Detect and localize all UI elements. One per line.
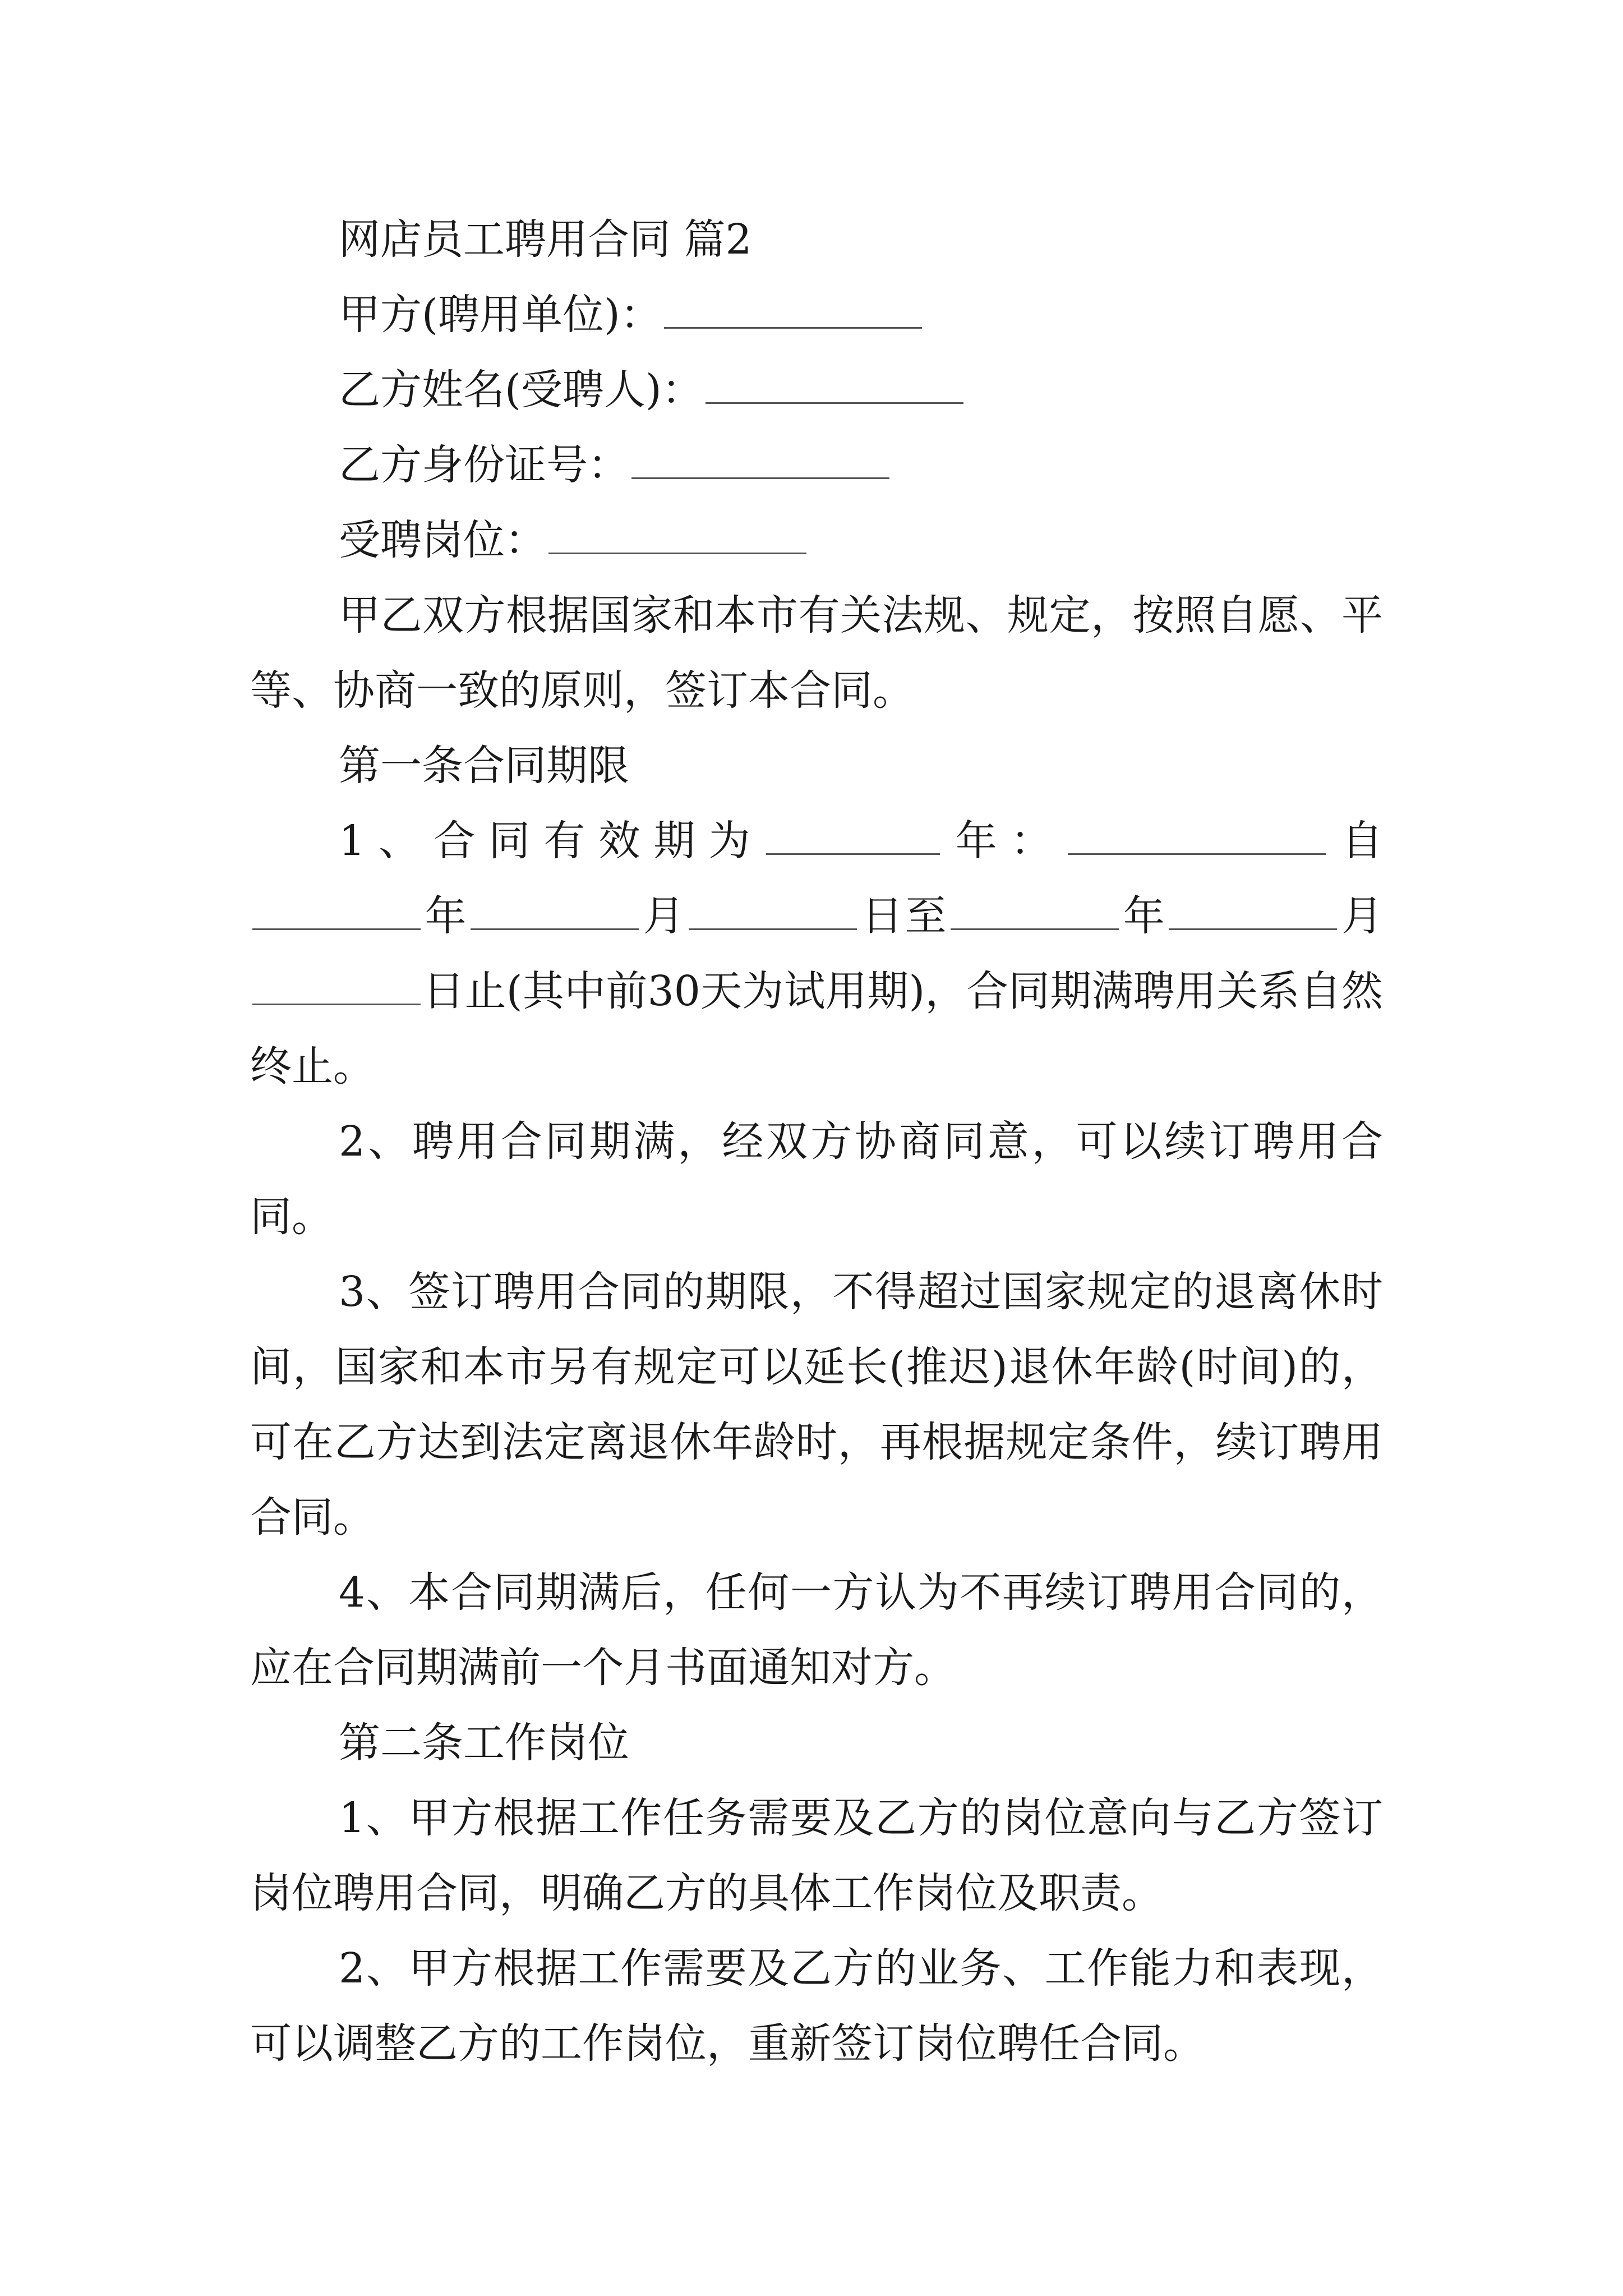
document-title: [250, 202, 1383, 277]
start-year-blank: [252, 891, 421, 930]
article-2-clause-1: 1、甲方根据工作任务需要及乙方的岗位意向与乙方签订岗位聘用合同，明确乙方的具体工作岗位及职责。: [250, 1794, 1383, 1917]
end-day-blank: [252, 966, 421, 1005]
party-a-blank: [664, 289, 922, 329]
position-label: 受聘岗位：: [339, 516, 546, 564]
party-a-line: [250, 277, 1383, 352]
contract-body: [250, 202, 1383, 2081]
title-text: 网店员工聘用合同 篇2: [339, 215, 752, 264]
clause-1-text-9: 日止(其中前30天为试用期)，合同期满聘用关系自然终止。: [250, 967, 1383, 1091]
article-1-clause-2: 2、聘用合同期满，经双方协商同意，可以续订聘用合同。: [250, 1117, 1383, 1241]
party-b-id-label: 乙方身份证号：: [339, 441, 629, 489]
term-detail-blank: [1068, 816, 1326, 855]
end-year-blank: [951, 891, 1119, 930]
article-1-heading: 第一条合同期限: [339, 742, 629, 790]
clause-1-text-6: 日至: [859, 892, 949, 940]
party-b-name-label: 乙方姓名(受聘人)：: [339, 366, 703, 414]
clause-1-text-3: 自: [1327, 817, 1383, 865]
party-b-id-blank: [631, 440, 889, 479]
term-years-blank: [766, 816, 940, 855]
start-day-blank: [689, 891, 857, 930]
party-b-name-line: [250, 352, 1383, 427]
article-1-clause-1: [250, 803, 1383, 1104]
article-2-heading: 第二条工作岗位: [339, 1719, 629, 1767]
position-blank: [548, 515, 806, 554]
clause-1-text-8: 月: [1339, 892, 1384, 940]
article-1-clause-3: 3、签订聘用合同的期限，不得超过国家规定的退离休时间，国家和本市另有规定可以延长(推迟)退休年龄(时间)的，可在乙方达到法定离退休年龄时，再根据规定条件，续订聘用合同。: [250, 1268, 1383, 1542]
party-b-id-line: [250, 427, 1383, 503]
end-month-blank: [1169, 891, 1337, 930]
clause-1-text-7: 年: [1121, 892, 1167, 940]
article-2-clause-2: 2、甲方根据工作需要及乙方的业务、工作能力和表现，可以调整乙方的工作岗位，重新签订岗位聘任合同。: [250, 1944, 1383, 2068]
clause-1-text-1: 1、合同有效期为: [339, 817, 764, 865]
party-a-label: 甲方(聘用单位)：: [339, 291, 662, 339]
article-1-clause-4: 4、本合同期满后，任何一方认为不再续订聘用合同的，应在合同期满前一个月书面通知对方。: [250, 1568, 1383, 1692]
position-line: [250, 503, 1383, 578]
intro-paragraph: 甲乙双方根据国家和本市有关法规、规定，按照自愿、平等、协商一致的原则，签订本合同。: [250, 591, 1383, 715]
party-b-name-blank: [706, 365, 963, 404]
clause-1-text-5: 月: [641, 892, 687, 940]
clause-1-text-2: 年：: [942, 817, 1066, 865]
clause-1-text-4: 年: [423, 892, 469, 940]
start-month-blank: [471, 891, 639, 930]
